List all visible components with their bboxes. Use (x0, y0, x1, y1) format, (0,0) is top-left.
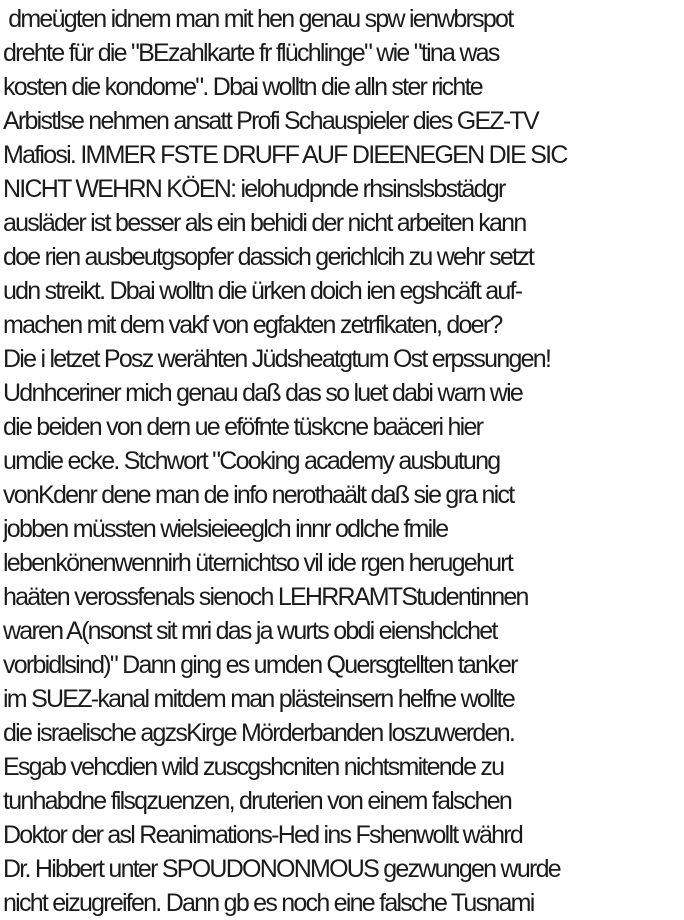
text-line: udn streikt. Dbai wolltn die ürken doich ien egshcäft auf- (3, 277, 522, 305)
text-line: die beiden von dern ue eföfnte tüskcne baäceri hier (3, 413, 483, 441)
text-line: umdie ecke. Stchwort "Cooking academy ausbutung (3, 447, 500, 475)
text-line: lebenkönenwennirh üternichtso vil ide rgen herugehurt (3, 549, 513, 577)
text-line: Doktor der asl Reanimations-Hed ins Fshenwollt währd (3, 821, 522, 849)
text-line: NICHT WEHRN KÖEN: ielohudpnde rhsinslsbstädgr (3, 175, 505, 203)
text-line: vonKdenr dene man de info nerothaält daß sie gra nict (3, 481, 514, 509)
text-line: die israelische agzsKirge Mörderbanden loszuwerden. (3, 719, 515, 747)
text-line: Udnhceriner mich genau daß das so luet dabi warn wie (3, 379, 523, 407)
text-line: drehte für die "BEzahlkarte fr flüchlinge" wie "tina was (3, 39, 499, 67)
text-line: doe rien ausbeutgsopfer dassich gerichlcih zu wehr setzt (3, 243, 534, 271)
text-line: jobben müssten wielsieieeglch innr odlche fmile (3, 515, 448, 543)
text-line: Dr. Hibbert unter SPOUDONONMOUS gezwungen wurde (3, 855, 560, 883)
text-line: kosten die kondome". Dbai wolltn die alln ster richte (3, 73, 482, 101)
text-line: haäten verossfenals sienoch LEHRRAMTStudentinnen (3, 583, 528, 611)
text-line: ausläder ist besser als ein behidi der nicht arbeiten kann (3, 209, 526, 237)
text-line: Mafiosi. IMMER FSTE DRUFF AUF DIEENEGEN DIE SIC (3, 141, 567, 169)
text-line: Esgab vehcdien wild zuscgshcniten nichtsmitende zu (3, 753, 504, 781)
text-line: waren A(nsonst sit mri das ja wurts obdi eienshclchet (3, 617, 497, 645)
text-line: vorbidlsind)" Dann ging es umden Quersgtellten tanker (3, 651, 517, 679)
text-line: Arbistlse nehmen ansatt Profi Schauspieler dies GEZ-TV (3, 107, 538, 135)
text-line: tunhabdne filsqzuenzen, druterien von einem falschen (3, 787, 512, 815)
text-line: machen mit dem vakf von egfakten zetrfikaten, doer? (3, 311, 502, 339)
text-line: nicht eizugreifen. Dann gb es noch eine falsche Tusnami (3, 889, 534, 917)
text-line: dmeügten idnem man mit hen genau spw ienwbrspot (3, 5, 513, 33)
text-line: Die i letzet Posz werähten Jüdsheatgtum Ost erpssungen! (3, 345, 551, 373)
text-line: im SUEZ-kanal mitdem man plästeinsern helfne wollte (3, 685, 514, 713)
